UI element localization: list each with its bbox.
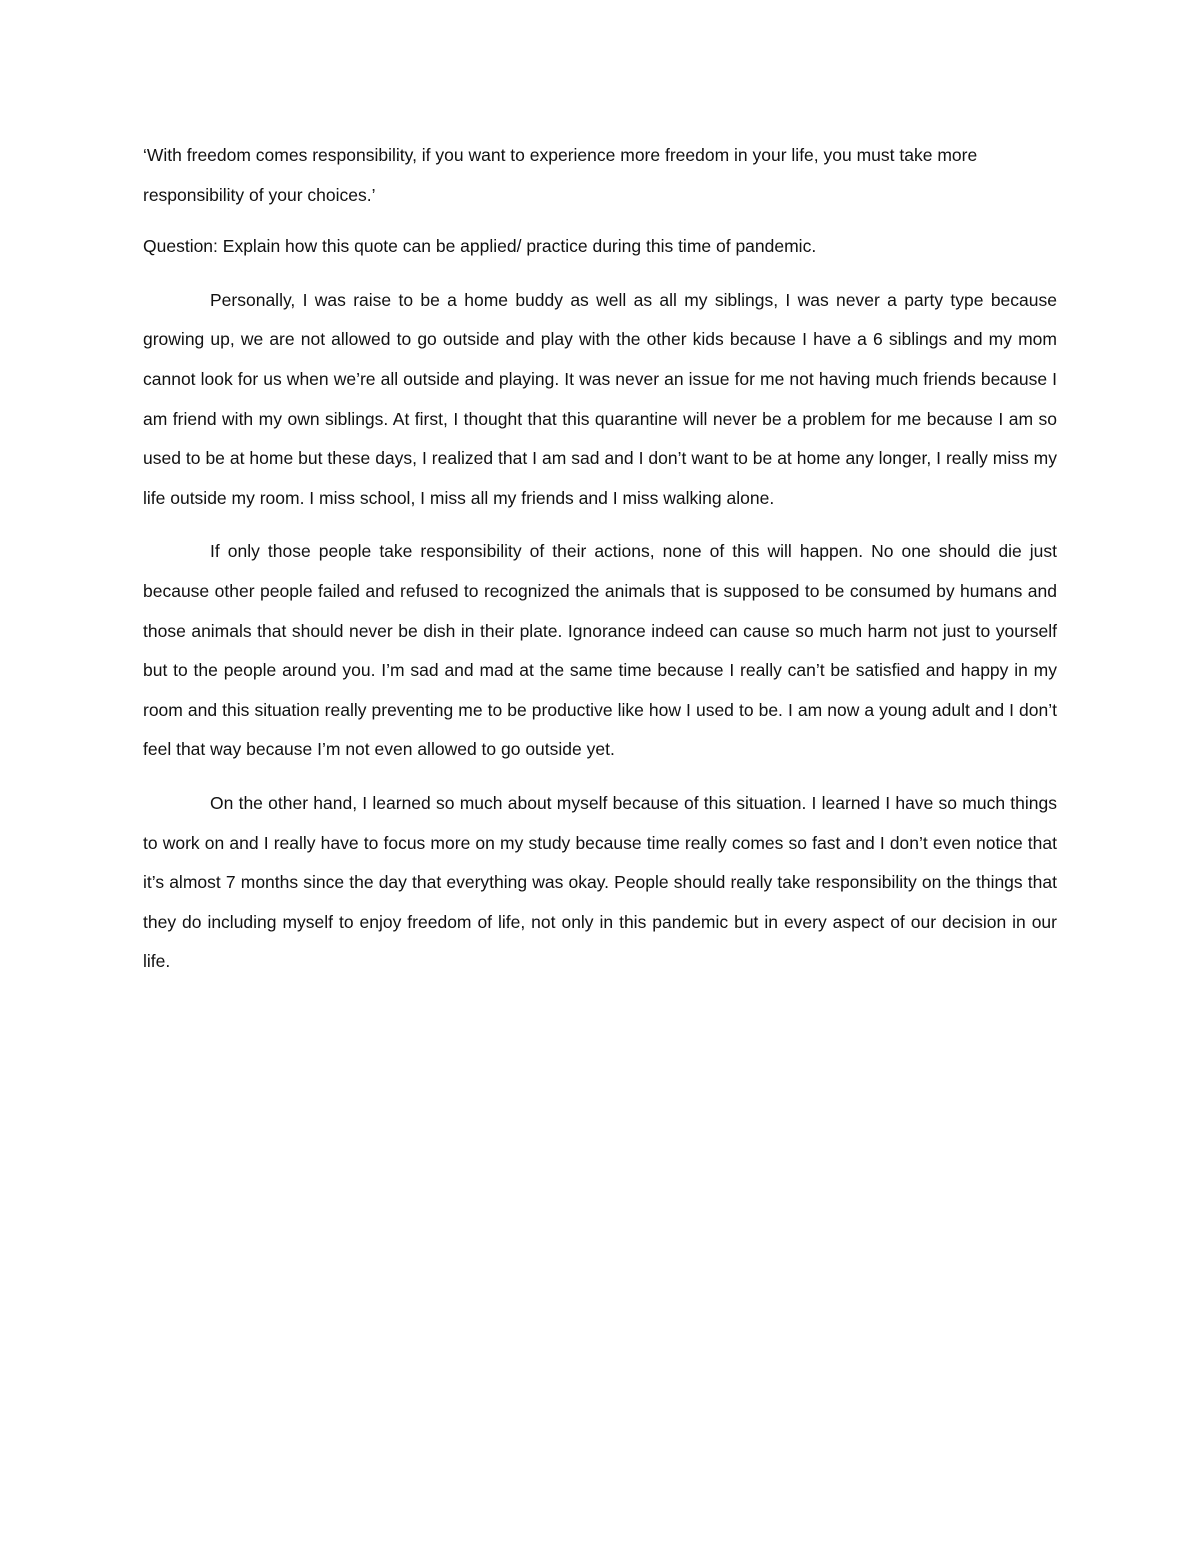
question-text: Explain how this quote can be applied/ practice during this time of pandemic. [222,236,817,257]
paragraph-3: On the other hand, I learned so much about myself because of this situation. I learned I have so much things to work on and I really have to focus more on my study because time really comes so fast and I don’t even notice that it’s almost 7 months since the day that everything was okay. People should really take responsibility on the things that they do including myself to enjoy freedom of life, not only in this pandemic but in every aspect of our decision in our life. [143,792,1057,972]
paragraph-2: If only those people take responsibility of their actions, none of this will happen. No one should die just because other people failed and refused to recognized the animals that is supposed to be consumed by humans and those animals that should never be dish in their plate. Ignorance indeed can cause so much harm not just to yourself but to the people around you. I’m sad and mad at the same time because I really can’t be satisfied and happy in my room and this situation really preventing me to be productive like how I used to be. I am now a young adult and I don’t feel that way because I’m not even allowed to go outside yet. [143,541,1057,760]
question-line [143,227,1057,267]
quote-text: ‘With freedom comes responsibility, if you want to experience more freedom in your life, you must take more responsibility of your choices.’ [143,145,978,205]
document-body [143,136,1057,982]
question-label: Question: [143,236,218,257]
paragraph-1: Personally, I was raise to be a home buddy as well as all my siblings, I was never a party type because growing up, we are not allowed to go outside and play with the other kids because I have a 6 siblings and my mom cannot look for us when we’re all outside and playing. It was never an issue for me not having much friends because I am friend with my own siblings. At first, I thought that this quarantine will never be a problem for me because I am so used to be at home but these days, I realized that I am sad and I don’t want to be at home any longer, I really miss my life outside my room. I miss school, I miss all my friends and I miss walking alone. [143,289,1057,508]
